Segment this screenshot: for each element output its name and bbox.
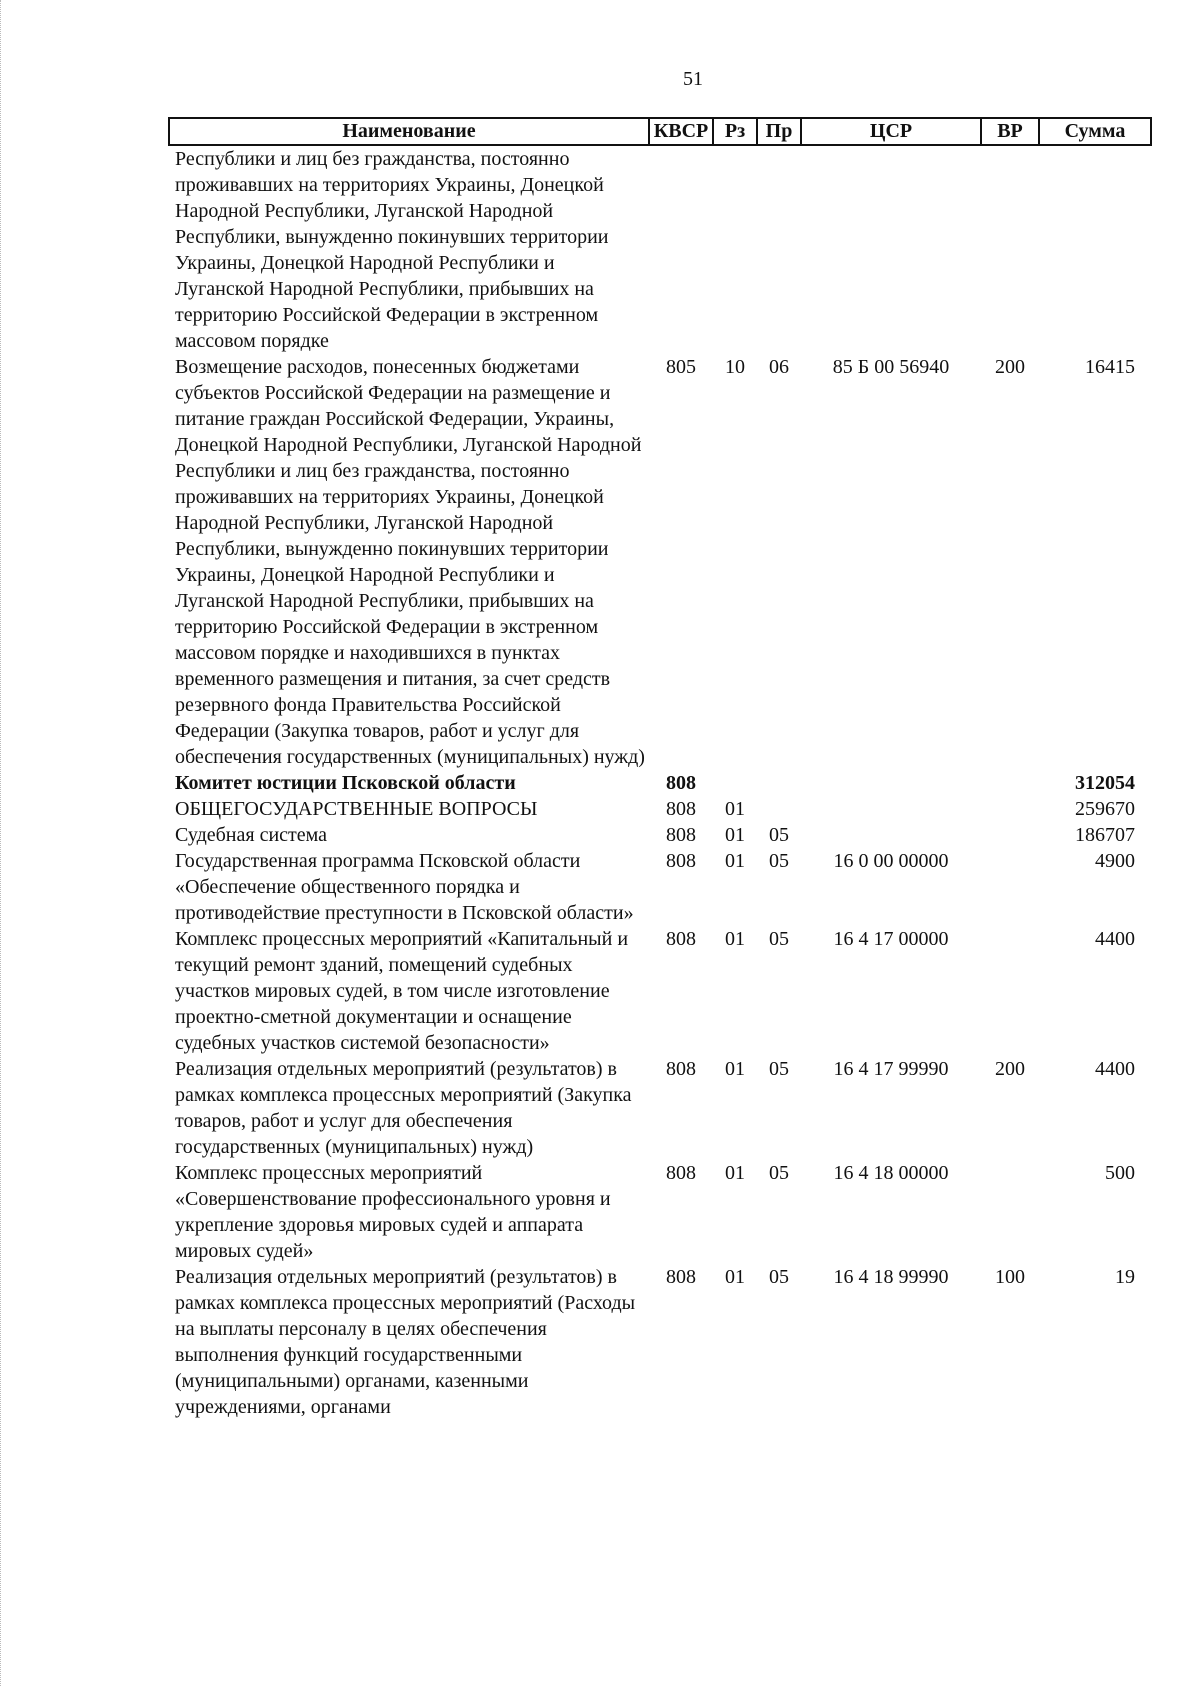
- table-row: [169, 145, 1151, 354]
- row-kvsr: 808: [666, 1058, 696, 1080]
- table-row: [169, 796, 1151, 822]
- budget-table: [168, 117, 1152, 1420]
- row-sum: 186707: [1075, 824, 1135, 846]
- row-kvsr: 808: [666, 1162, 696, 1184]
- row-vr: 200: [995, 356, 1025, 378]
- row-pr: [757, 145, 801, 354]
- row-csr: [801, 770, 981, 796]
- row-pr: 05: [769, 850, 789, 872]
- row-name: Реализация отдельных мероприятий (результатов) в рамках комплекса процессных мероприятий (Расходы на выплаты персоналу в целях обеспечения выполнения функций государственными (муниципальными) органами, казенными учреждениями, органами: [175, 1266, 636, 1418]
- row-csr: 16 4 18 99990: [833, 1266, 949, 1288]
- row-sum: [1039, 145, 1151, 354]
- row-vr: [981, 1160, 1039, 1264]
- row-vr: 200: [995, 1058, 1025, 1080]
- row-sum: 4400: [1095, 1058, 1135, 1080]
- row-pr: 05: [769, 928, 789, 950]
- table-header: [169, 118, 1151, 145]
- header-sum: Сумма: [1039, 118, 1151, 145]
- row-kvsr: 808: [666, 772, 696, 794]
- row-rz: 01: [725, 1058, 745, 1080]
- row-kvsr: 808: [666, 824, 696, 846]
- row-kvsr: [649, 145, 713, 354]
- header-csr: ЦСР: [801, 118, 981, 145]
- row-sum: 4900: [1095, 850, 1135, 872]
- row-rz: 01: [725, 928, 745, 950]
- row-sum: 4400: [1095, 928, 1135, 950]
- row-name: Республики и лиц без гражданства, постоянно проживавших на территориях Украины, Донецкой Народной Республики, Луганской Народной Республики, вынужденно покинувших территории Украины, Донецкой Народной Республики и Луганской Народной Республики, прибывших на территорию Российской Федерации в экстренном массовом порядке: [175, 148, 609, 352]
- row-name: ОБЩЕГОСУДАРСТВЕННЫЕ ВОПРОСЫ: [175, 798, 538, 820]
- row-csr: [801, 822, 981, 848]
- row-name: Судебная система: [175, 824, 328, 846]
- table-row: [169, 770, 1151, 796]
- row-rz: [713, 145, 757, 354]
- row-name: Возмещение расходов, понесенных бюджетами субъектов Российской Федерации на размещение и питание граждан Российской Федерации, Украины, Донецкой Народной Республики, Луганской Народной Республики и лиц без гражданства, постоянно проживавших на территориях Украины, Донецкой Народной Республики, Луганской Народной Республики, вынужденно покинувших территории Украины, Донецкой Народной Республики и Луганской Народной Республики, прибывших на территорию Российской Федерации в экстренном массовом порядке и находившихся в пунктах временного размещения и питания, за счет средств резервного фонда Правительства Российской Федерации (Закупка товаров, работ и услуг для обеспечения государственных (муниципальных) нужд): [175, 356, 645, 768]
- row-vr: [981, 848, 1039, 926]
- row-name: Комитет юстиции Псковской области: [175, 772, 516, 794]
- table-row: [169, 1160, 1151, 1264]
- scan-edge: [0, 0, 11, 1686]
- row-pr: 05: [769, 1162, 789, 1184]
- header-vr: ВР: [981, 118, 1039, 145]
- row-pr: [757, 796, 801, 822]
- row-rz: 01: [725, 850, 745, 872]
- row-vr: [981, 822, 1039, 848]
- row-rz: [713, 770, 757, 796]
- row-csr: 16 4 17 00000: [833, 928, 949, 950]
- row-csr: [801, 145, 981, 354]
- row-pr: 05: [769, 824, 789, 846]
- row-csr: 85 Б 00 56940: [832, 356, 950, 378]
- header-rz: Рз: [713, 118, 757, 145]
- row-pr: [757, 770, 801, 796]
- row-sum: 19: [1115, 1266, 1135, 1288]
- row-rz: 01: [725, 1162, 745, 1184]
- row-pr: 05: [769, 1266, 789, 1288]
- row-name: Комплекс процессных мероприятий «Совершенствование профессионального уровня и укрепление здоровья мировых судей и аппарата мировых судей»: [175, 1162, 611, 1262]
- row-kvsr: 808: [666, 798, 696, 820]
- row-sum: 500: [1105, 1162, 1135, 1184]
- row-kvsr: 808: [666, 928, 696, 950]
- row-rz: 01: [725, 798, 745, 820]
- table-row: [169, 926, 1151, 1056]
- header-name: Наименование: [169, 118, 649, 145]
- row-kvsr: 805: [666, 356, 696, 378]
- row-vr: [981, 796, 1039, 822]
- table-row: [169, 1264, 1151, 1420]
- row-kvsr: 808: [666, 850, 696, 872]
- row-vr: [981, 770, 1039, 796]
- row-pr: 06: [769, 356, 789, 378]
- row-rz: 10: [725, 356, 745, 378]
- header-pr: Пр: [757, 118, 801, 145]
- row-csr: 16 0 00 00000: [833, 850, 949, 872]
- row-name: Государственная программа Псковской области «Обеспечение общественного порядка и противодействие преступности в Псковской области»: [175, 850, 634, 924]
- row-csr: 16 4 18 00000: [833, 1162, 949, 1184]
- row-sum: 16415: [1085, 356, 1135, 378]
- row-rz: 01: [725, 824, 745, 846]
- row-kvsr: 808: [666, 1266, 696, 1288]
- table-row: [169, 354, 1151, 770]
- row-vr: 100: [995, 1266, 1025, 1288]
- row-sum: 312054: [1075, 772, 1135, 794]
- table-row: [169, 822, 1151, 848]
- row-vr: [981, 926, 1039, 1056]
- row-name: Комплекс процессных мероприятий «Капитальный и текущий ремонт зданий, помещений судебных участков мировых судей, в том числе изготовление проектно-сметной документации и оснащение судебных участков системой безопасности»: [175, 928, 629, 1054]
- row-name: Реализация отдельных мероприятий (результатов) в рамках комплекса процессных мероприятий (Закупка товаров, работ и услуг для обеспечения государственных (муниципальных) нужд): [175, 1058, 632, 1158]
- row-pr: 05: [769, 1058, 789, 1080]
- header-kvsr: КВСР: [649, 118, 713, 145]
- row-csr: [801, 796, 981, 822]
- table-row: [169, 1056, 1151, 1160]
- row-csr: 16 4 17 99990: [833, 1058, 949, 1080]
- row-rz: 01: [725, 1266, 745, 1288]
- row-sum: 259670: [1075, 798, 1135, 820]
- page-number: 51: [683, 68, 703, 90]
- table-row: [169, 848, 1151, 926]
- row-vr: [981, 145, 1039, 354]
